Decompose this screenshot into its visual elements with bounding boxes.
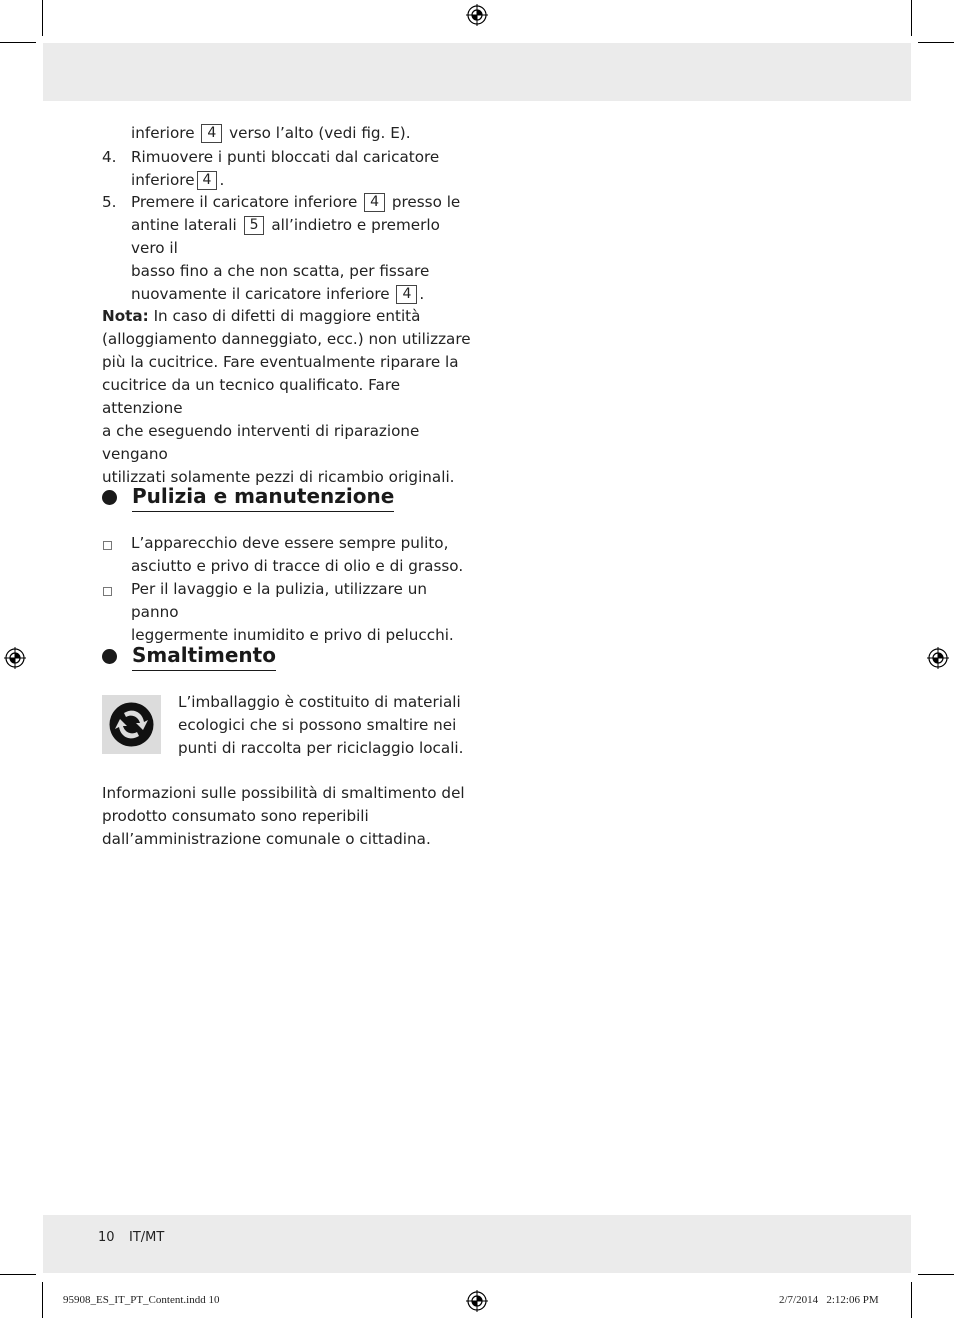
- paragraph-line: ecologici che si possono smaltire nei: [178, 716, 457, 734]
- crop-mark: [918, 1274, 954, 1275]
- registration-mark-icon: [4, 647, 26, 669]
- crop-mark: [911, 1282, 912, 1318]
- note-text: più la cucitrice. Fare eventualmente riparare la: [102, 353, 459, 371]
- list-item: [102, 578, 472, 647]
- note-paragraph: [102, 305, 472, 489]
- note-text: utilizzati solamente pezzi di ricambio originali.: [102, 468, 455, 486]
- list-item-text: L’apparecchio deve essere sempre pulito,: [131, 534, 449, 552]
- bullet-dot-icon: [102, 490, 117, 505]
- green-dot-recycling-icon: [102, 695, 161, 754]
- note-text: a che eseguendo interventi di riparazione vengano: [102, 422, 420, 463]
- note-text: cucitrice da un tecnico qualificato. Fare attenzione: [102, 376, 401, 417]
- registration-mark-icon: [466, 4, 488, 26]
- note-text: (alloggiamento danneggiato, ecc.) non utilizzare: [102, 330, 471, 348]
- step-text: nuovamente il caricatore inferiore: [131, 285, 390, 303]
- header-band: [43, 43, 911, 101]
- bullet-dot-icon: [102, 649, 117, 664]
- paragraph-line: dall’amministrazione comunale o cittadina.: [102, 830, 431, 848]
- step-item: [102, 191, 472, 306]
- paragraph-line: punti di raccolta per riciclaggio locali.: [178, 739, 464, 757]
- step-text: antine laterali: [131, 216, 237, 234]
- registration-mark-icon: [466, 1290, 488, 1312]
- part-reference: 4: [364, 193, 385, 212]
- section-title: Pulizia e manutenzione: [132, 483, 394, 512]
- part-reference: 4: [201, 124, 222, 143]
- step-text: basso fino a che non scatta, per fissare: [131, 262, 430, 280]
- footer-band: [43, 1215, 911, 1273]
- section-title: Smaltimento: [132, 642, 276, 671]
- list-item-text: leggermente inumidito e privo di pelucchi.: [131, 626, 454, 644]
- list-item-text: asciutto e privo di tracce di olio e di grasso.: [131, 557, 464, 575]
- crop-mark: [0, 42, 36, 43]
- step-text: Premere il caricatore inferiore: [131, 193, 358, 211]
- step-text: inferiore: [131, 124, 195, 142]
- step-text: .: [419, 285, 425, 303]
- note-label: Nota:: [102, 307, 149, 325]
- step-text: Rimuovere i punti bloccati dal caricatore: [131, 148, 440, 166]
- step-text: presso le: [391, 193, 461, 211]
- step-text: verso l’alto (vedi fig. E).: [229, 124, 411, 142]
- step-text: inferiore: [131, 171, 195, 189]
- step-number: 5.: [102, 193, 117, 211]
- crop-mark: [918, 42, 954, 43]
- step-item: [102, 146, 472, 192]
- paragraph-line: prodotto consumato sono reperibili: [102, 807, 369, 825]
- crop-mark: [42, 0, 43, 36]
- slug-filename: 95908_ES_IT_PT_Content.indd 10: [63, 1294, 220, 1306]
- crop-mark: [911, 0, 912, 36]
- packaging-text: [178, 691, 468, 760]
- paragraph-line: Informazioni sulle possibilità di smaltimento del: [102, 784, 465, 802]
- part-reference: 4: [396, 285, 417, 304]
- step-continuation: [131, 122, 471, 145]
- part-reference: 4: [197, 171, 218, 190]
- checkbox-bullet-icon: [103, 587, 112, 596]
- list-item: [102, 532, 472, 578]
- list-item-text: Per il lavaggio e la pulizia, utilizzare un panno: [131, 580, 427, 621]
- note-text: In caso di difetti di maggiore entità: [153, 307, 421, 325]
- paragraph-line: L’imballaggio è costituito di materiali: [178, 693, 461, 711]
- language-code: IT/MT: [129, 1230, 165, 1245]
- checkbox-bullet-icon: [103, 541, 112, 550]
- step-text: .: [219, 171, 225, 189]
- part-reference: 5: [244, 216, 265, 235]
- crop-mark: [0, 1274, 36, 1275]
- page-number: 10: [98, 1230, 115, 1245]
- crop-mark: [42, 1282, 43, 1318]
- registration-mark-icon: [927, 647, 949, 669]
- disposal-info-text: [102, 782, 472, 851]
- step-text: all’indietro e premerlo vero il: [131, 216, 440, 257]
- step-number: 4.: [102, 148, 117, 166]
- slug-timestamp: 2/7/2014 2:12:06 PM: [779, 1294, 879, 1306]
